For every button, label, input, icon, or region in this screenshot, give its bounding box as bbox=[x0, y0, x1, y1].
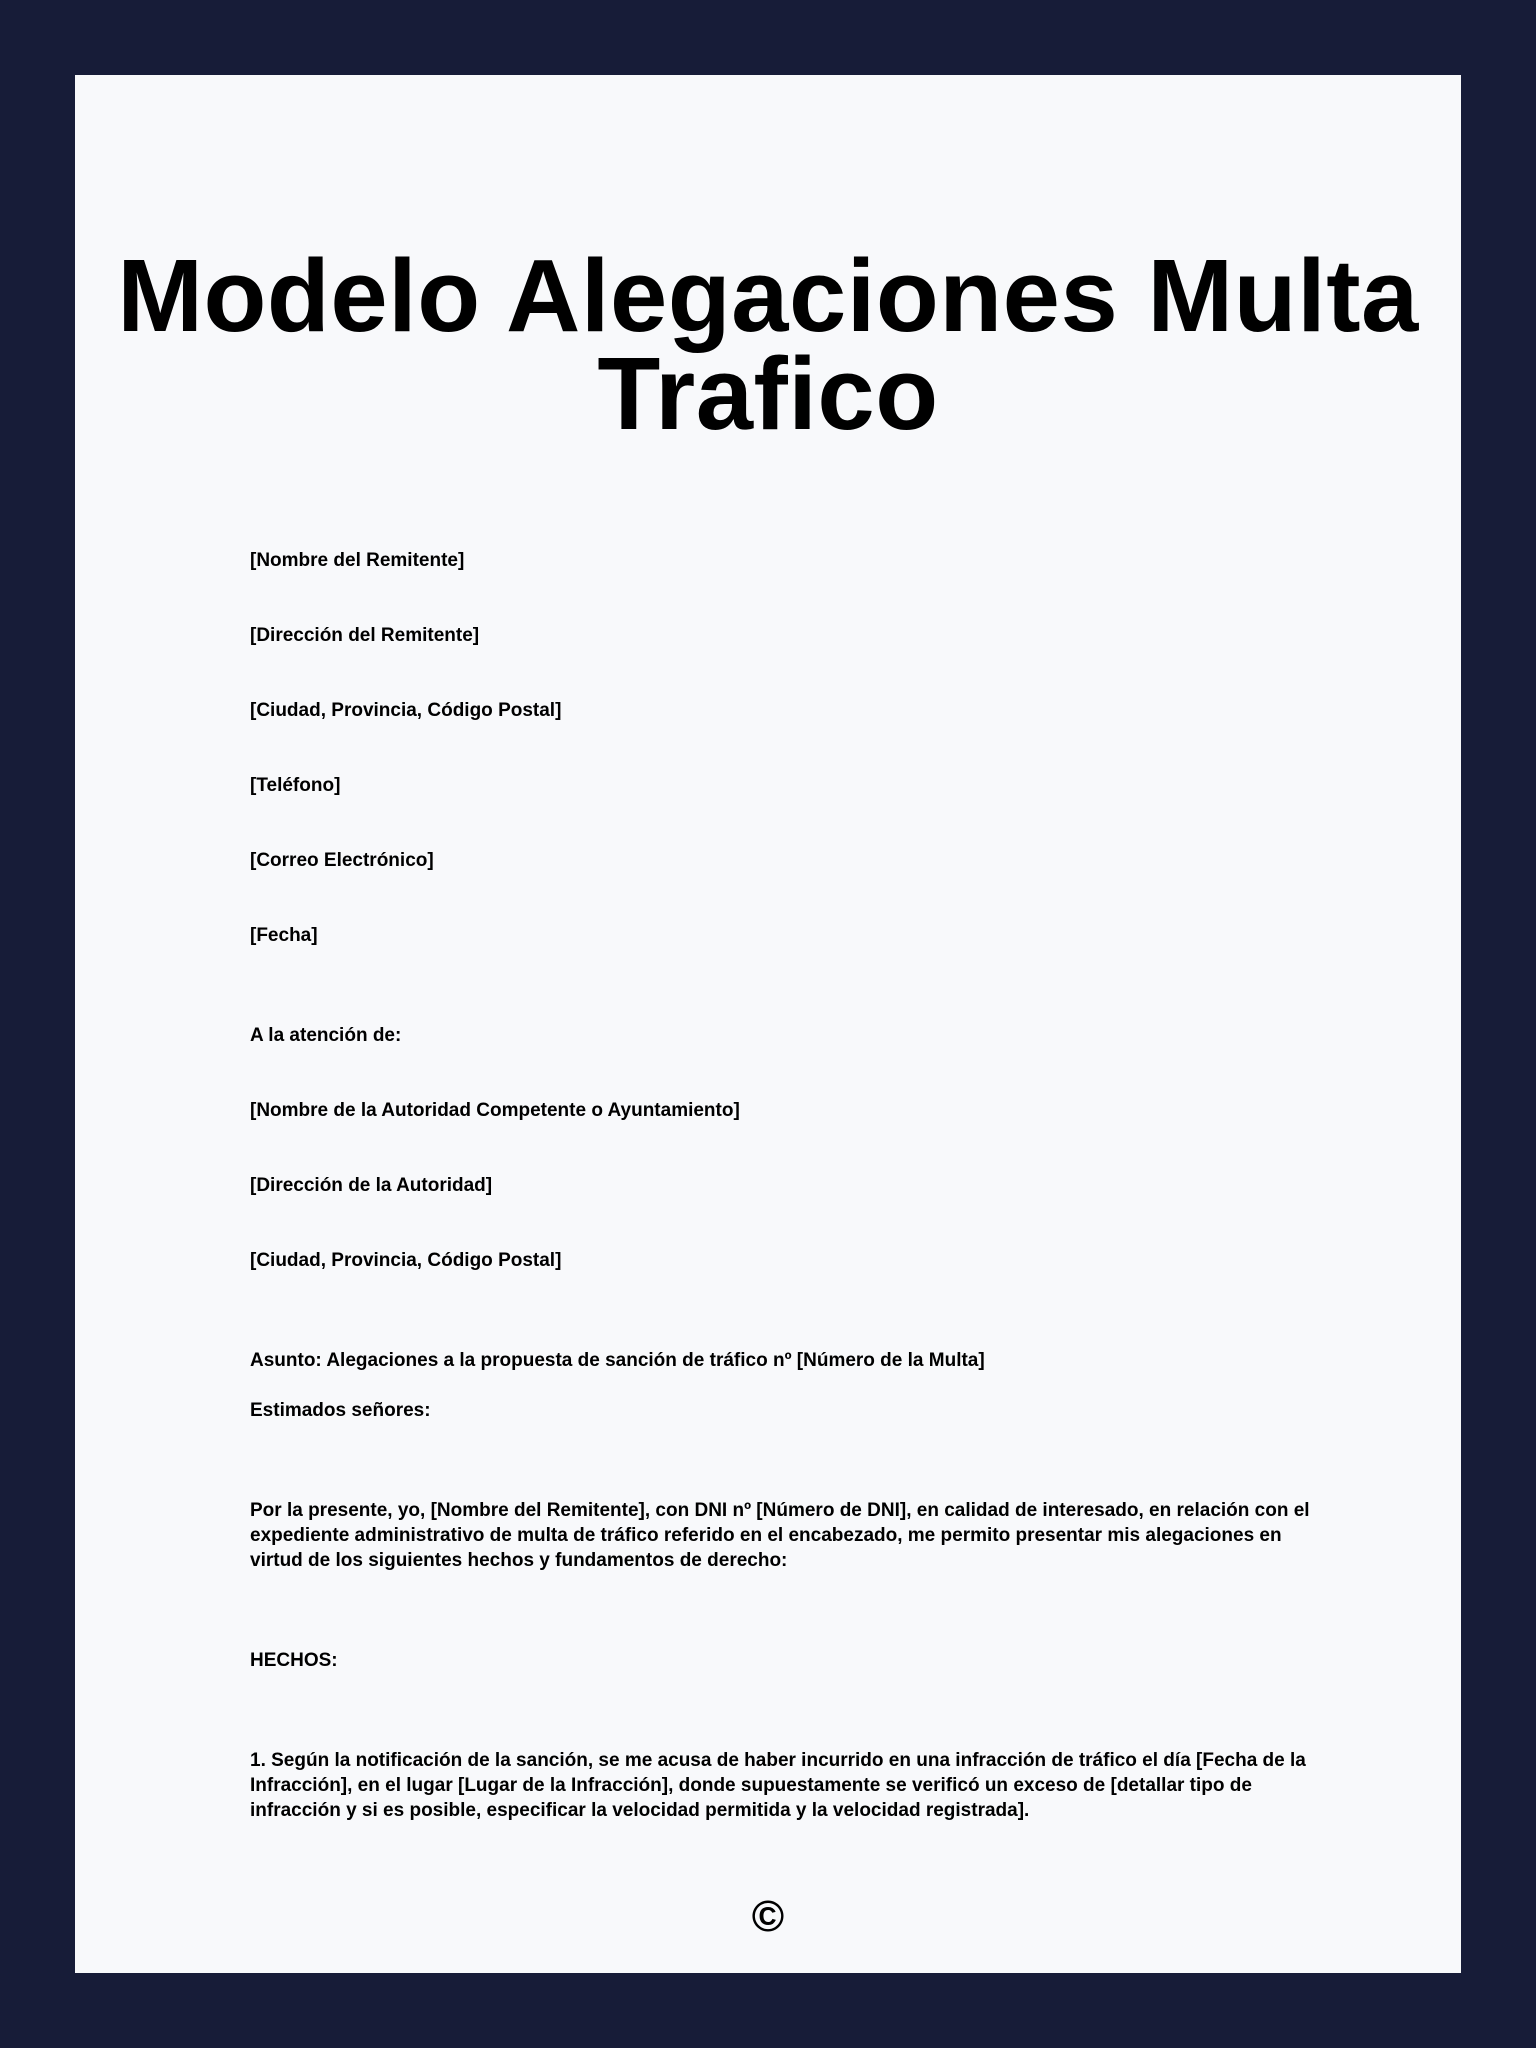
document-body bbox=[250, 75, 1360, 1973]
letter-greeting: Estimados señores: bbox=[250, 1400, 431, 1421]
sender-address: [Dirección del Remitente] bbox=[250, 625, 480, 646]
sender-email: [Correo Electrónico] bbox=[250, 850, 434, 871]
recipient-address: [Dirección de la Autoridad] bbox=[250, 1175, 493, 1196]
sender-city: [Ciudad, Provincia, Código Postal] bbox=[250, 700, 562, 721]
intro-paragraph: Por la presente, yo, [Nombre del Remitente], con DNI nº [Número de DNI], en calidad de interesado, en relación con el expediente administrativo de multa de tráfico referido en el encabezado, me permito presentar mis alegaciones en virtud de los siguientes hechos y fundamentos de derecho: bbox=[250, 1500, 1310, 1571]
letter-subject: Asunto: Alegaciones a la propuesta de sanción de tráfico nº [Número de la Multa] bbox=[250, 1350, 985, 1371]
letter-date: [Fecha] bbox=[250, 925, 318, 946]
sender-name: [Nombre del Remitente] bbox=[250, 550, 465, 571]
recipient-name: [Nombre de la Autoridad Competente o Ayuntamiento] bbox=[250, 1100, 740, 1121]
fact-item-1: 1. Según la notificación de la sanción, se me acusa de haber incurrido en una infracción de tráfico el día [Fecha de la Infracción], en el lugar [Lugar de la Infracción], donde supuestamente se verificó un exceso de [detallar tipo de infracción y si es posible, especificar la velocidad permitida y la velocidad registrada]. bbox=[250, 1750, 1306, 1821]
recipient-city: [Ciudad, Provincia, Código Postal] bbox=[250, 1250, 562, 1271]
sender-phone: [Teléfono] bbox=[250, 775, 341, 796]
document-page bbox=[75, 75, 1461, 1973]
copyright-icon: © bbox=[751, 1892, 785, 1941]
document-title: Modelo Alegaciones Multa Trafico bbox=[117, 238, 1419, 451]
facts-heading: HECHOS: bbox=[250, 1650, 338, 1671]
attention-label: A la atención de: bbox=[250, 1025, 402, 1046]
